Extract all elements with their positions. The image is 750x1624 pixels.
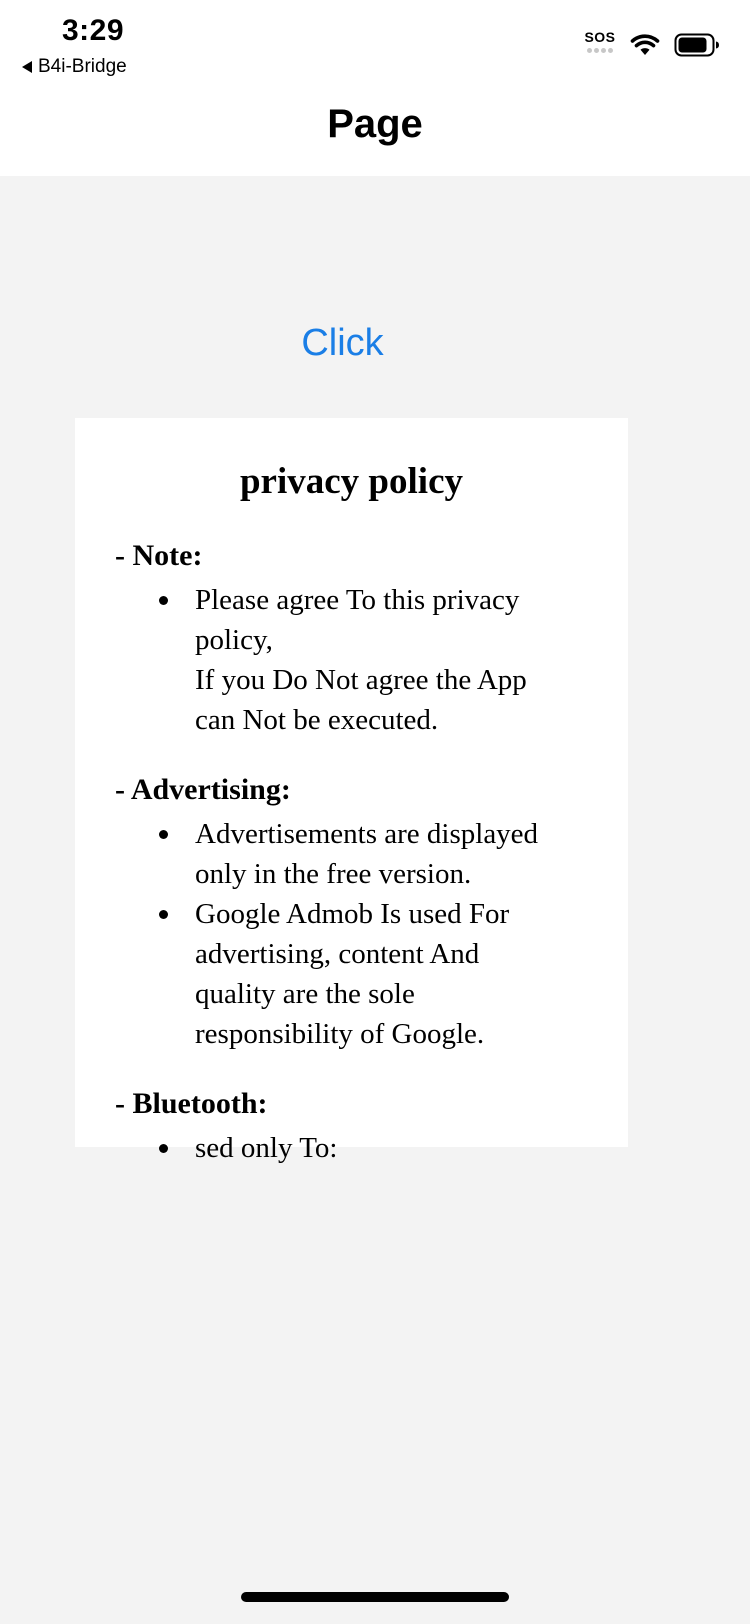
list-item [195, 894, 615, 1054]
section-heading: - Note: [115, 539, 203, 572]
list-item-line: policy, [195, 624, 273, 656]
list-item-line: Please agree To this privacy [195, 584, 520, 616]
sos-icon [584, 30, 616, 60]
section-list [115, 814, 615, 1054]
section-list [115, 580, 615, 740]
list-item-line: Google Admob Is used For [195, 898, 510, 930]
page-title: Page [327, 102, 423, 146]
sos-label: SOS [584, 29, 616, 45]
section-heading: - Advertising: [115, 773, 291, 806]
list-item-line: only in the free version. [195, 858, 472, 890]
click-button[interactable]: Click [280, 318, 405, 368]
back-arrow-icon [22, 61, 32, 73]
list-item [195, 1128, 615, 1168]
bullet-icon [159, 830, 168, 839]
bullet-icon [159, 1144, 168, 1153]
privacy-policy-webview[interactable] [75, 418, 628, 1164]
list-item-line: If you Do Not agree the App [195, 664, 527, 696]
home-indicator[interactable] [241, 1592, 509, 1602]
back-app-label: B4i-Bridge [38, 56, 127, 77]
section-list [115, 1128, 615, 1168]
list-item-line: can Not be executed. [195, 704, 439, 736]
status-time: 3:29 [62, 14, 125, 47]
list-item-line: Advertisements are displayed [195, 818, 539, 850]
list-item [195, 580, 615, 740]
list-item-line: responsibility of Google. [195, 1018, 485, 1050]
bullet-icon [159, 596, 168, 605]
list-item-line: quality are the sole [195, 978, 415, 1010]
back-to-app-link[interactable] [22, 56, 127, 78]
signal-dots [584, 48, 616, 53]
wifi-icon [630, 33, 660, 57]
list-item-line: advertising, content And [195, 938, 480, 970]
section-bluetooth [115, 1086, 615, 1168]
top-header [0, 0, 750, 176]
bullet-icon [159, 910, 168, 919]
section-note [115, 538, 615, 740]
policy-title: privacy policy [239, 461, 463, 502]
section-heading: - Bluetooth: [115, 1087, 268, 1120]
battery-icon [674, 33, 720, 57]
section-advertising [115, 772, 615, 1054]
list-item-line: sed only To: [195, 1132, 338, 1164]
list-item [195, 814, 615, 894]
status-icons [584, 30, 720, 60]
